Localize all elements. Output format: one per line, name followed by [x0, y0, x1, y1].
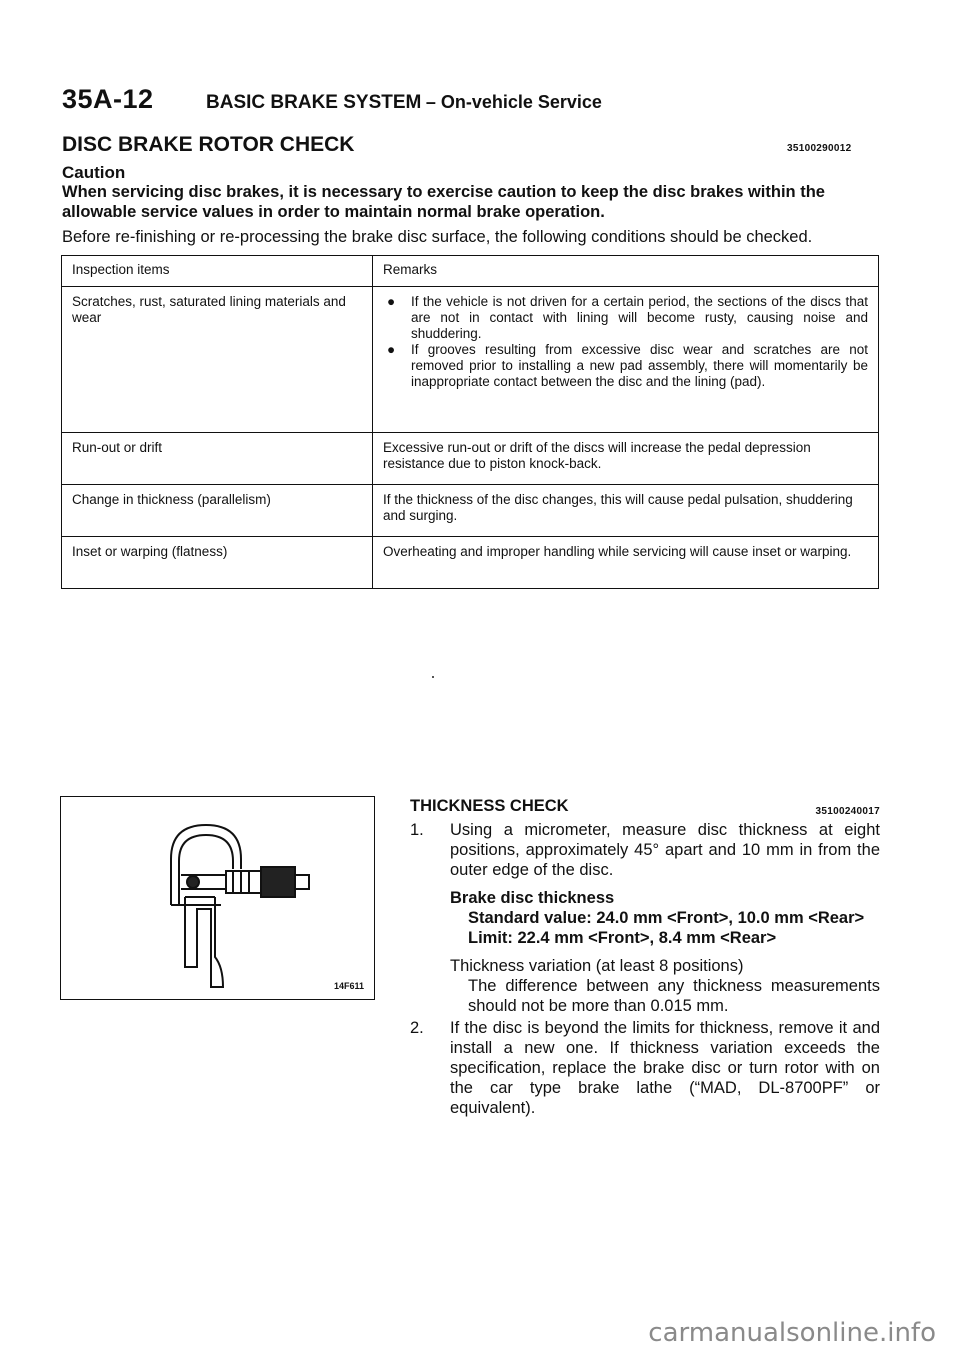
table-cell-remark: If the thickness of the disc changes, this will cause pedal pulsation, shuddering and surging. [373, 485, 879, 537]
table-row [62, 287, 879, 433]
figure-label: 14F611 [333, 981, 364, 991]
table-row [62, 485, 879, 537]
table-cell-remark: Excessive run-out or drift of the discs will increase the pedal depression resistance due to piston knock-back. [373, 433, 879, 485]
table-header-remarks: Remarks [373, 256, 879, 287]
micrometer-icon [61, 797, 374, 999]
step-number: 1. [410, 821, 424, 839]
micrometer-figure [60, 796, 375, 1000]
spec-standard: Standard value: 24.0 mm <Front>, 10.0 mm <Rear> [468, 909, 865, 927]
table-row [62, 433, 879, 485]
stray-dot [432, 676, 434, 678]
thickness-code: 35100240017 [815, 806, 880, 817]
table-header-items: Inspection items [62, 256, 373, 287]
table-cell-item: Run-out or drift [62, 433, 373, 485]
remark-bullet-list [383, 294, 868, 390]
bullet-dot-icon: ● [387, 294, 396, 309]
table-cell-remark: Overheating and improper handling while servicing will cause inset or warping. [373, 537, 879, 589]
table-cell-remark [373, 287, 879, 433]
spec-limit: Limit: 22.4 mm <Front>, 8.4 mm <Rear> [468, 929, 777, 947]
thickness-section [410, 796, 880, 1118]
remark-bullet: ● If the vehicle is not driven for a certain period, the sections of the discs that are not in contact with lining will become rusty, causing noise and shuddering. [387, 294, 868, 341]
variation-block [410, 956, 880, 1016]
step-text: Using a micrometer, measure disc thickness at eight positions, approximately 45° apart and 10 mm in from the outer edge of the disc. [450, 821, 880, 879]
table-cell-item: Scratches, rust, saturated lining materials and wear [62, 287, 373, 433]
variation-heading: Thickness variation (at least 8 positions) [450, 957, 744, 975]
step-text: If the disc is beyond the limits for thickness, remove it and install a new one. If thickness variation exceeds the specification, replace the brake disc or turn rotor with on the car type brake lathe (“MAD, DL-8700PF” or equivalent). [450, 1019, 880, 1117]
page-number: 35A-12 [62, 84, 154, 114]
caution-text: When servicing disc brakes, it is necessary to exercise caution to keep the disc brakes within the allowable service values in order to maintain normal brake operation. [62, 183, 825, 221]
section-code: 35100290012 [787, 143, 852, 154]
thickness-title-row [410, 796, 880, 820]
watermark: carmanualsonline.info [648, 1318, 936, 1348]
bullet-dot-icon: ● [387, 342, 396, 357]
table-cell-item: Inset or warping (flatness) [62, 537, 373, 589]
table-row [62, 537, 879, 589]
inspection-table [61, 255, 879, 589]
page-header [62, 84, 602, 115]
spec-heading: Brake disc thickness [450, 889, 615, 907]
step-1 [410, 820, 880, 880]
table-cell-item: Change in thickness (parallelism) [62, 485, 373, 537]
thickness-title: THICKNESS CHECK [410, 797, 569, 815]
caution-heading: Caution [62, 163, 126, 182]
spec-block [410, 888, 880, 948]
header-subtitle: – On-vehicle Service [425, 92, 602, 112]
header-title: BASIC BRAKE SYSTEM [206, 92, 422, 113]
step-2 [410, 1018, 880, 1118]
remark-bullet: ● If grooves resulting from excessive disc wear and scratches are not removed prior to installing a new pad assembly, there will momentarily be inappropriate contact between the disc and the lining (pad). [387, 342, 868, 389]
table-header-row [62, 256, 879, 287]
step-number: 2. [410, 1019, 424, 1037]
section-title: DISC BRAKE ROTOR CHECK [62, 133, 355, 156]
intro-text: Before re-finishing or re-processing the brake disc surface, the following conditions should be checked. [62, 228, 813, 246]
variation-text: The difference between any thickness measurements should not be more than 0.015 mm. [468, 977, 880, 1015]
